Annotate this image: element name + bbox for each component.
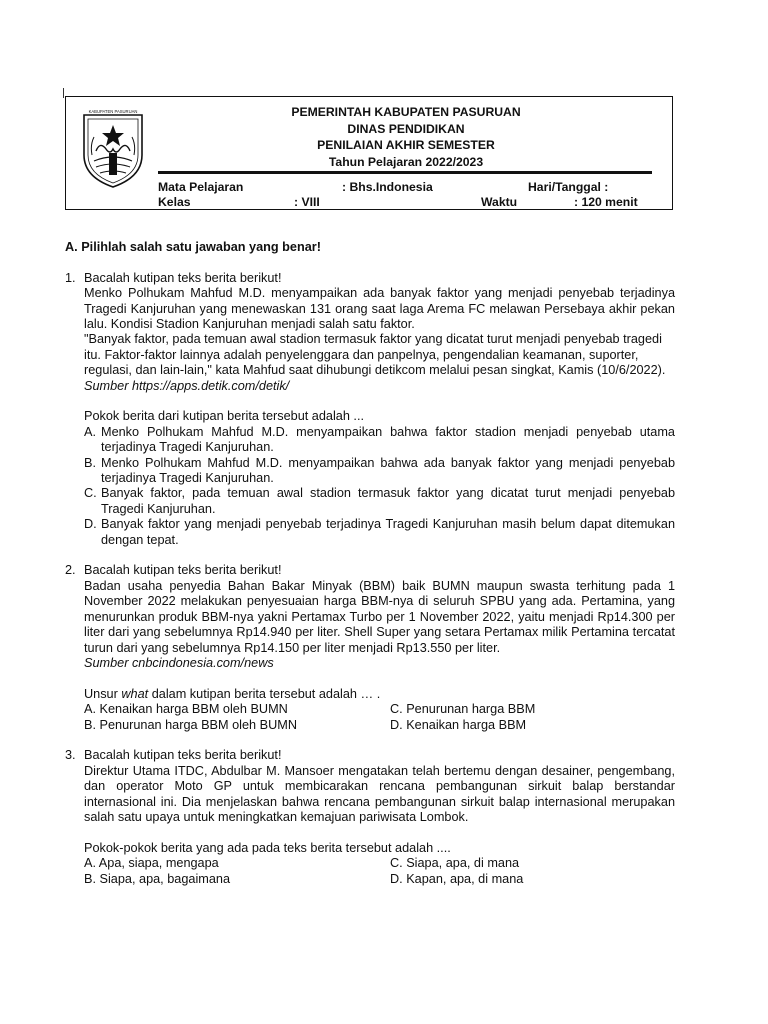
subject-label: Mata Pelajaran [158, 180, 244, 194]
answer-option-b[interactable] [84, 456, 675, 487]
header-line-government: PEMERINTAH KABUPATEN PASURUAN [291, 105, 521, 119]
emblem-lettering: KABUPATEN PASURUAN [88, 109, 138, 114]
class-label: Kelas [158, 195, 191, 209]
header-titles [158, 104, 654, 170]
option-letter: D. [84, 517, 97, 532]
header-line-exam: PENILAIAN AKHIR SEMESTER [317, 138, 495, 152]
answer-options [84, 856, 675, 887]
answer-options [84, 702, 675, 733]
regency-emblem-icon [80, 105, 146, 189]
answer-option-c[interactable]: C. Penurunan harga BBM [390, 702, 536, 717]
option-letter: C. [84, 486, 97, 501]
question-number: 1. [65, 270, 76, 285]
document-header [65, 96, 673, 210]
option-letter: B. [84, 455, 96, 470]
time-value: : 120 menit [574, 195, 638, 209]
answer-option-d[interactable] [84, 517, 675, 548]
question-prompt: Pokok berita dari kutipan berita tersebut adalah ... [84, 409, 364, 424]
question-number: 3. [65, 748, 76, 763]
option-text: Banyak faktor, pada temuan awal stadion termasuk faktor yang dicatat turut menjadi penyebab Tragedi Kanjuruhan. [101, 486, 675, 516]
answer-option-c[interactable]: C. Siapa, apa, di mana [390, 856, 520, 871]
news-source: Sumber cnbcindonesia.com/news [84, 655, 274, 670]
option-text: Banyak faktor yang menjadi penyebab terjadinya Tragedi Kanjuruhan masih belum dapat ditemukan dengan tepat. [101, 517, 675, 547]
option-text: Menko Polhukam Mahfud M.D. menyampaikan bahwa ada banyak faktor yang menjadi penyebab terjadinya Tragedi Kanjuruhan. [101, 455, 675, 486]
header-rule [158, 171, 652, 174]
answer-option-a[interactable]: A. Kenaikan harga BBM oleh BUMN [84, 702, 288, 717]
header-line-department: DINAS PENDIDIKAN [347, 121, 465, 136]
news-source: Sumber https://apps.detik.com/detik/ [84, 378, 290, 393]
section-title: A. Pilihlah salah satu jawaban yang benar! [65, 240, 321, 254]
option-letter: A. [84, 424, 96, 439]
header-line-year: Tahun Pelajaran 2022/2023 [328, 154, 484, 169]
answer-option-a[interactable]: A. Apa, siapa, mengapa [84, 856, 219, 871]
question-instruction: Bacalah kutipan teks berita berikut! [84, 270, 282, 285]
question-number: 2. [65, 563, 76, 578]
news-paragraph: Menko Polhukam Mahfud M.D. menyampaikan ada banyak faktor yang menjadi penyebab terjadinya Tragedi Kanjuruhan yang menewaskan 131 orang saat laga Arema FC melawan Persebaya akhir pekan lalu. Kondisi Stadion Kanjuruhan menjadi salah satu faktor. [84, 286, 675, 332]
question-2 [65, 563, 675, 732]
answer-option-a[interactable] [84, 425, 675, 456]
question-instruction: Bacalah kutipan teks berita berikut! [84, 563, 282, 578]
question-1 [65, 271, 675, 548]
exam-content [65, 240, 675, 887]
answer-option-c[interactable] [84, 486, 675, 517]
question-prompt: Pokok-pokok berita yang ada pada teks berita tersebut adalah .... [84, 840, 451, 855]
answer-option-b[interactable]: B. Penurunan harga BBM oleh BUMN [84, 717, 297, 732]
news-paragraph: Direktur Utama ITDC, Abdulbar M. Mansoer mengatakan telah bertemu dengan desainer, pengembang, dan operator Moto GP untuk membicarakan rencana pembangunan sirkuit balap berstandar internasional ini. Dia menjelaskan bahwa rencana pembangunan sirkuit balap internasional merupakan salah satu upaya untuk meningkatkan kemajuan pariwisata Lombok. [84, 763, 675, 824]
news-quote-paragraph: "Banyak faktor, pada temuan awal stadion termasuk faktor yang dicatat turut menjadi penyebab tragedi itu. Faktor-faktor lainnya adalah penyelenggara dan panpelnya, pengendalian keamanan, suporter, regulasi, dan lain-lain," kata Mahfud saat dihubungi detikcom melalui pesan singkat, Kamis (10/6/2022). [84, 332, 666, 378]
answer-option-d[interactable]: D. Kapan, apa, di mana [390, 871, 524, 886]
option-text: Menko Polhukam Mahfud M.D. menyampaikan bahwa faktor stadion menjadi penyebab utama terjadinya Tragedi Kanjuruhan. [101, 424, 675, 455]
question-3 [65, 748, 675, 887]
time-label: Waktu [481, 195, 518, 209]
margin-tick [63, 88, 64, 98]
class-value: : VIII [294, 195, 320, 209]
subject-value: : Bhs.Indonesia [342, 180, 433, 194]
news-paragraph: Badan usaha penyedia Bahan Bakar Minyak (BBM) baik BUMN maupun swasta terhitung pada 1 November 2022 melakukan penyesuaian harga BBM-nya di seluruh SPBU yang ada. Pertamina, yang menurunkan produk BBM-nya yakni Pertamax Turbo per 1 November 2022, yaitu menjadi Rp14.300 per liter dari yang sebelumnya Rp14.940 per liter. Shell Super yang setara Pertamax milik Pertamina tercatat turun dari yang sebelumnya Rp14.150 per liter menjadi Rp13.550 per liter. [84, 578, 675, 655]
question-instruction: Bacalah kutipan teks berita berikut! [84, 748, 282, 763]
question-prompt: Unsur what dalam kutipan berita tersebut adalah … . [84, 686, 381, 701]
day-date-label: Hari/Tanggal : [528, 180, 609, 194]
answer-option-d[interactable]: D. Kenaikan harga BBM [390, 717, 527, 732]
answer-option-b[interactable]: B. Siapa, apa, bagaimana [84, 871, 231, 886]
